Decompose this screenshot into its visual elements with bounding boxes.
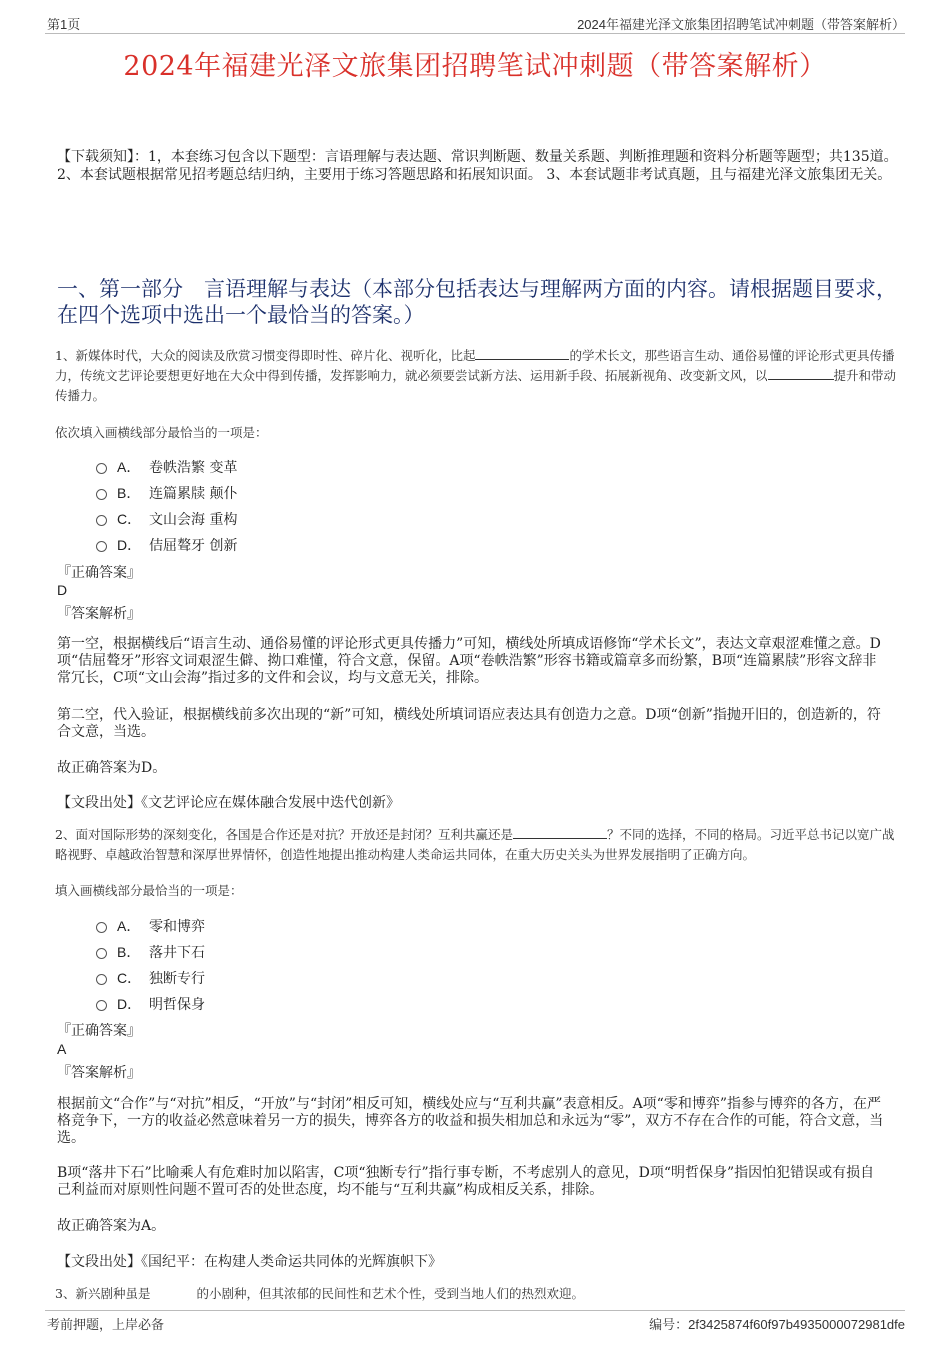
blank-line — [513, 826, 607, 839]
radio-icon[interactable] — [96, 463, 107, 474]
q1-text-part: 的学术长文，那些语言生动、通俗易懂的评论形式更具传播力，传统文艺评论要想更好地在大众中得到传播，发挥影响力，就必须要尝试新方法、运用新手段、拓展新视角、改变新文风，以 — [55, 348, 895, 383]
q2-text-part: ？不同的选择，不同的格局。习近平总书记以宽广战略视野、卓越政治智慧和深厚世界情怀，创造性地提出推动构建人类命运共同体，在重大历史关头为世界发展指明了正确方向。 — [55, 827, 895, 862]
radio-icon[interactable] — [96, 541, 107, 552]
radio-icon[interactable] — [96, 948, 107, 959]
question-3-text — [55, 1284, 900, 1304]
option-text: 卷帙浩繁 变革 — [149, 460, 238, 476]
q2-option-b[interactable] — [96, 942, 205, 962]
q1-text-part: 提升和带动传播力。 — [55, 368, 897, 403]
option-text: 文山会海 重构 — [149, 512, 238, 528]
document-id: 编号：2f3425874f60f97b4935000072981dfe — [649, 1317, 905, 1332]
correct-answer-value: D — [57, 582, 68, 598]
radio-icon[interactable] — [96, 515, 107, 526]
question-1-text — [55, 346, 900, 406]
question-1-prompt: 依次填入画横线部分最恰当的一项是： — [55, 425, 268, 440]
q1-option-b[interactable] — [96, 483, 237, 503]
download-notice: 【下载须知】：1，本套练习包含以下题型：言语理解与表达题、常识判断题、数量关系题、判断推理题和资料分析题等题型；共135道。 2、本套试题根据常见招考题总结归纳，主要用于练习答题思路和拓展知识面。 3、本套试题非考试真题，且与福建光泽文旅集团无关。 — [57, 149, 898, 183]
question-2-text — [55, 825, 900, 865]
option-text: 佶屈聱牙 创新 — [149, 538, 238, 554]
radio-icon[interactable] — [96, 922, 107, 933]
blank-line — [475, 347, 569, 360]
q1-option-a[interactable] — [96, 457, 237, 477]
source-citation: 【文段出处】《国纪平：在构建人类命运共同体的光辉旗帜下》 — [57, 1254, 442, 1270]
radio-icon[interactable] — [96, 974, 107, 985]
option-letter: C． — [117, 511, 142, 527]
source-citation: 【文段出处】《文艺评论应在媒体融合发展中迭代创新》 — [57, 795, 400, 811]
analysis-label: 『答案解析』 — [57, 606, 141, 622]
option-letter: A． — [117, 459, 141, 475]
q1-option-d[interactable] — [96, 535, 237, 555]
page-number: 第1页 — [47, 17, 81, 32]
analysis-conclusion: 故正确答案为A。 — [57, 1218, 166, 1234]
option-text: 独断专行 — [149, 971, 205, 987]
option-letter: D． — [117, 996, 142, 1012]
q2-option-d[interactable] — [96, 994, 205, 1014]
option-text: 落井下石 — [149, 945, 205, 961]
option-text: 明哲保身 — [149, 997, 205, 1013]
option-text: 连篇累牍 颠仆 — [149, 486, 238, 502]
correct-answer-label: 『正确答案』 — [57, 565, 141, 581]
option-letter: B． — [117, 485, 141, 501]
q3-text-part: 3、新兴剧种虽是 — [55, 1286, 151, 1301]
header-doc-title: 2024年福建光泽文旅集团招聘笔试冲刺题（带答案解析） — [577, 17, 905, 32]
analysis-conclusion: 故正确答案为D。 — [57, 760, 167, 776]
option-text: 零和博弈 — [149, 919, 205, 935]
radio-icon[interactable] — [96, 489, 107, 500]
analysis-paragraph: 第二空，代入验证，根据横线前多次出现的“新”可知，横线处所填词语应表达具有创造力之意。D项“创新”指抛开旧的，创造新的，符合文意，当选。 — [57, 707, 881, 740]
analysis-paragraph: 第一空，根据横线后“语言生动、通俗易懂的评论形式更具传播力”可知，横线处所填成语修饰“学术长文”，表达文章艰涩难懂之意。D项“佶屈聱牙”形容文词艰涩生僻、拗口难懂，符合文意，保留。A项“卷帙浩繁”形容书籍或篇章多而纷繁，B项“连篇累牍”形容文辞非常冗长，C项“文山会海”指过多的文件和会议，均与文意无关，排除。 — [57, 636, 881, 686]
q3-text-part: 的小剧种，但其浓郁的民间性和艺术个性，受到当地人们的热烈欢迎。 — [196, 1286, 584, 1301]
q2-text-part: 2、面对国际形势的深刻变化，各国是合作还是对抗？开放还是封闭？互利共赢还是 — [55, 827, 513, 842]
option-letter: D． — [117, 537, 142, 553]
footer-divider — [45, 1310, 905, 1311]
option-letter: C． — [117, 970, 142, 986]
q2-option-c[interactable] — [96, 968, 205, 988]
question-2-prompt: 填入画横线部分最恰当的一项是： — [55, 883, 243, 898]
q2-option-a[interactable] — [96, 916, 205, 936]
section-heading: 一、第一部分 言语理解与表达（本部分包括表达与理解两方面的内容。请根据题目要求，在四个选项中选出一个最恰当的答案。） — [57, 277, 897, 327]
header-divider — [45, 33, 905, 34]
analysis-label: 『答案解析』 — [57, 1065, 141, 1081]
footer-slogan: 考前押题，上岸必备 — [47, 1318, 165, 1333]
option-letter: A． — [117, 918, 141, 934]
analysis-paragraph: 根据前文“合作”与“对抗”相反，“开放”与“封闭”相反可知，横线处应与“互利共赢”表意相反。A项“零和博弈”指参与博弈的各方，在严格竞争下，一方的收益必然意味着另一方的损失，博弈各方的收益和损失相加总和永远为“零”，双方不存在合作的可能，符合文意，当选。 — [57, 1096, 884, 1146]
radio-icon[interactable] — [96, 1000, 107, 1011]
correct-answer-label: 『正确答案』 — [57, 1023, 141, 1039]
option-letter: B． — [117, 944, 141, 960]
blank-line — [768, 367, 834, 380]
page-title: 2024年福建光泽文旅集团招聘笔试冲刺题（带答案解析） — [123, 51, 827, 82]
analysis-paragraph: B项“落井下石”比喻乘人有危难时加以陷害，C项“独断专行”指行事专断，不考虑别人的意见，D项“明哲保身”指因怕犯错误或有损自己利益而对原则性问题不置可否的处世态度，均不能与“互利共赢”构成相反关系，排除。 — [57, 1165, 875, 1198]
q1-option-c[interactable] — [96, 509, 237, 529]
correct-answer-value: A — [57, 1041, 67, 1057]
q1-text-part: 1、新媒体时代，大众的阅读及欣赏习惯变得即时性、碎片化、视听化，比起 — [55, 348, 476, 363]
